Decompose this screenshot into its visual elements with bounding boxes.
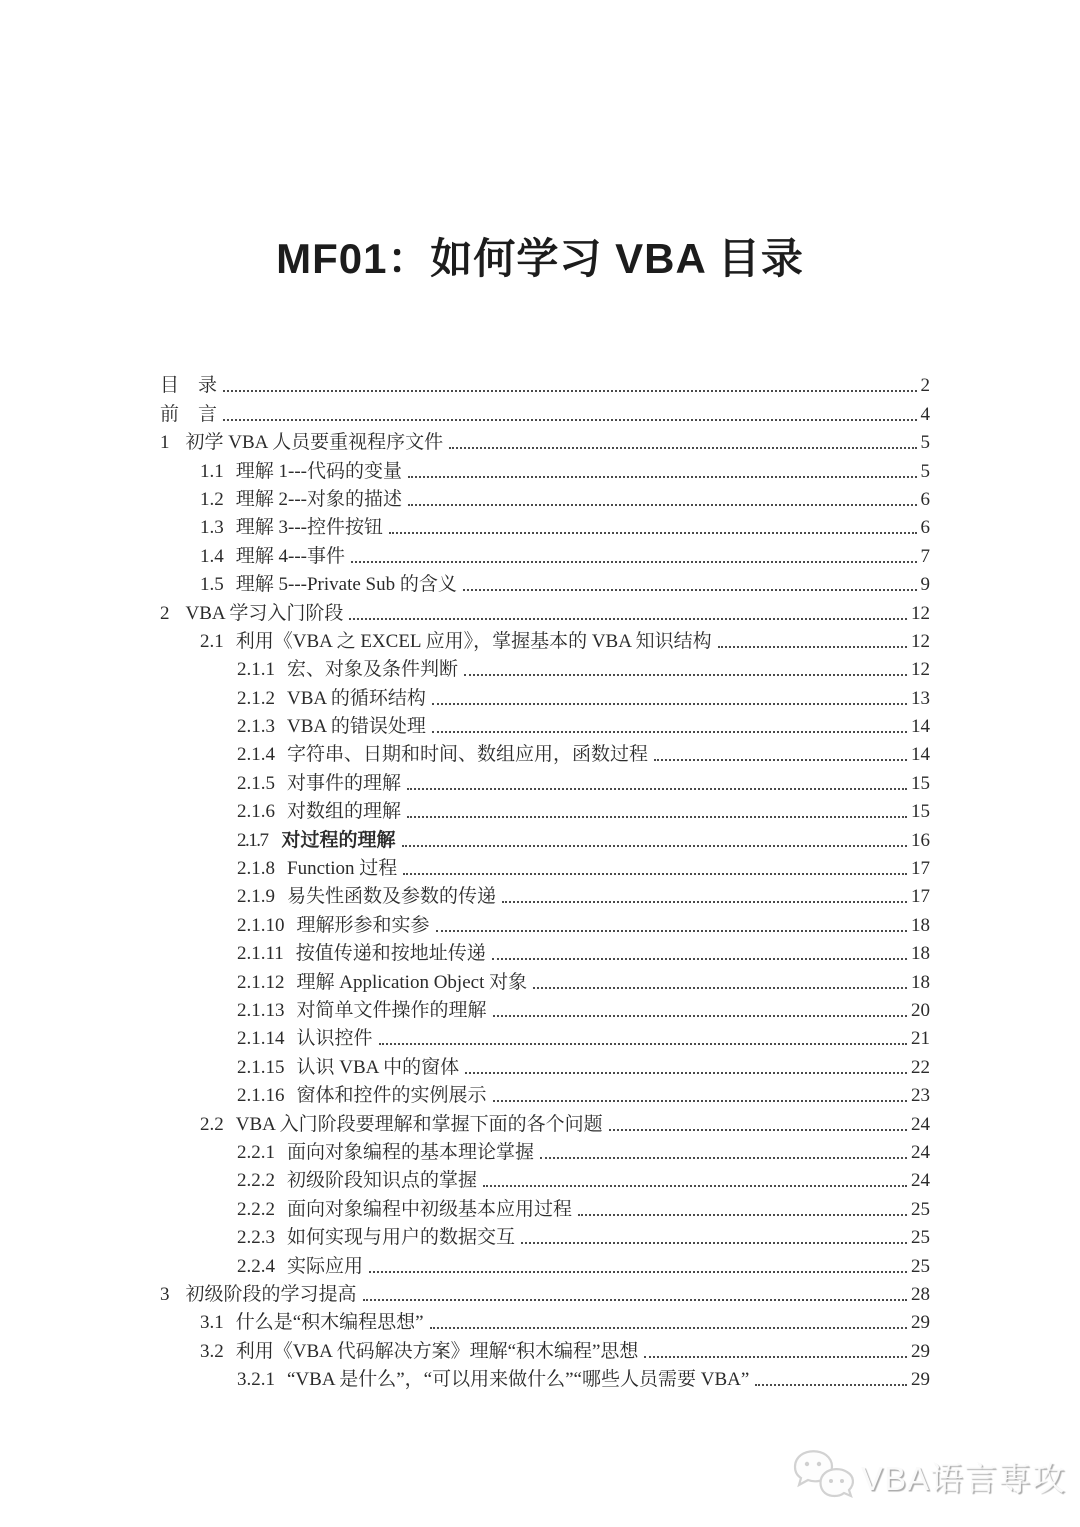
toc-entry-title: VBA 入门阶段要理解和掌握下面的各个问题 <box>235 1113 603 1135</box>
toc-entry <box>160 1081 930 1109</box>
toc-entry-number: 2.2.4 <box>237 1255 275 1277</box>
toc-entry-page: 6 <box>920 517 930 539</box>
toc-entry-number: 2.1.7 <box>237 829 268 851</box>
toc-entry-title: 认识 VBA 中的窗体 <box>296 1056 460 1078</box>
dot-leader <box>493 1100 907 1102</box>
dot-leader <box>755 1384 907 1386</box>
toc-entry-title: 利用《VBA 之 EXCEL 应用》，掌握基本的 VBA 知识结构 <box>235 630 712 652</box>
toc-entry-title: 理解 5---Private Sub 的含义 <box>235 574 457 596</box>
dot-leader <box>465 1072 907 1074</box>
dot-leader <box>351 561 917 563</box>
toc-entry <box>160 598 930 626</box>
toc-entry <box>160 513 930 541</box>
toc-entry-page: 13 <box>911 687 930 709</box>
dot-leader <box>430 1327 907 1329</box>
toc-entry <box>160 854 930 882</box>
toc-entry-number: 1.2 <box>200 488 224 510</box>
dot-leader <box>502 901 907 903</box>
toc-entry-page: 28 <box>911 1283 930 1305</box>
toc-entry-number: 2.1.1 <box>237 659 275 681</box>
toc-entry-number: 2.2.2 <box>237 1170 275 1192</box>
toc-entry-page: 25 <box>911 1198 930 1220</box>
toc-entry <box>160 1251 930 1279</box>
toc-entry-number: 2.1.10 <box>237 914 285 936</box>
toc-entry-page: 4 <box>920 403 930 425</box>
page-title: MF01：如何学习 VBA 目录 <box>276 235 804 282</box>
toc-entry-page: 9 <box>920 574 930 596</box>
toc-entry <box>160 1308 930 1336</box>
toc-entry <box>160 371 930 399</box>
toc-entry-page: 29 <box>911 1340 930 1362</box>
toc-entry-number: 3.2.1 <box>237 1369 275 1391</box>
toc-entry-page: 12 <box>911 659 930 681</box>
toc-entry-title: 初级阶段的学习提高 <box>185 1283 357 1305</box>
dot-leader <box>578 1214 907 1216</box>
toc-entry-page: 20 <box>911 999 930 1021</box>
toc-entry-page: 5 <box>920 432 930 454</box>
dot-leader <box>432 703 907 705</box>
toc-entry <box>160 882 930 910</box>
toc-entry-title: 理解 3---控件按钮 <box>235 517 383 539</box>
dot-leader <box>407 788 907 790</box>
dot-leader <box>432 731 907 733</box>
dot-leader <box>369 1271 907 1273</box>
toc-entry-page: 17 <box>911 858 930 880</box>
toc-entry <box>160 1336 930 1364</box>
toc-entry <box>160 910 930 938</box>
toc-entry-title: 理解形参和实参 <box>296 914 430 936</box>
toc-entry-number: 1.5 <box>200 574 224 596</box>
dot-leader <box>363 1299 907 1301</box>
toc-entry-title: 初级阶段知识点的掌握 <box>287 1170 478 1192</box>
toc-entry-number: 1.1 <box>200 460 224 482</box>
toc-entry <box>160 825 930 853</box>
toc-entry-number: 3.1 <box>200 1312 224 1334</box>
toc-entry-page: 24 <box>911 1170 930 1192</box>
toc-entry-title: 理解 2---对象的描述 <box>235 488 402 510</box>
toc-entry-page: 14 <box>911 716 930 738</box>
toc-entry-page: 21 <box>911 1028 930 1050</box>
toc-entry-page: 15 <box>911 801 930 823</box>
dot-leader <box>349 618 907 620</box>
toc-entry <box>160 797 930 825</box>
dot-leader <box>407 816 907 818</box>
toc-entry-title: 对事件的理解 <box>287 772 402 794</box>
dot-leader <box>223 390 916 392</box>
toc-entry-number: 2.1.4 <box>237 744 275 766</box>
toc-entry-page: 18 <box>911 943 930 965</box>
toc-entry-number: 2.1.13 <box>237 999 285 1021</box>
toc-entry <box>160 1109 930 1137</box>
toc-entry-number: 2.1.6 <box>237 801 275 823</box>
dot-leader <box>464 674 907 676</box>
dot-leader <box>223 419 916 421</box>
toc-entry-number: 2.1.8 <box>237 858 275 880</box>
toc-entry-title: 利用《VBA 代码解决方案》理解“积木编程”思想 <box>235 1340 639 1362</box>
toc-entry-title: 对过程的理解 <box>281 829 396 851</box>
dot-leader <box>379 1043 907 1045</box>
toc-entry-title: 目 录 <box>160 375 218 397</box>
toc-entry-number: 2.1.2 <box>237 687 275 709</box>
toc-entry-number: 2.1.15 <box>237 1056 285 1078</box>
toc-entry-title: VBA 学习入门阶段 <box>185 602 344 624</box>
dot-leader <box>483 1185 907 1187</box>
dot-leader <box>654 759 907 761</box>
toc-entry-page: 24 <box>911 1113 930 1135</box>
toc-entry-page: 5 <box>920 460 930 482</box>
toc-entry <box>160 712 930 740</box>
toc-entry <box>160 1138 930 1166</box>
toc-entry-number: 1.4 <box>200 545 224 567</box>
toc-entry-number: 2.2 <box>200 1113 224 1135</box>
toc-entry <box>160 1194 930 1222</box>
toc-entry-page: 17 <box>911 886 930 908</box>
toc-entry-title: 理解 1---代码的变量 <box>235 460 402 482</box>
toc-entry-page: 22 <box>911 1056 930 1078</box>
toc-entry-page: 24 <box>911 1141 930 1163</box>
toc-entry <box>160 485 930 513</box>
toc-entry-title: 对数组的理解 <box>287 801 402 823</box>
dot-leader <box>389 532 917 534</box>
toc-entry-number: 2.2.3 <box>237 1227 275 1249</box>
dot-leader <box>408 504 917 506</box>
dot-leader <box>492 958 907 960</box>
toc-entry-number: 2.2.2 <box>237 1198 275 1220</box>
dot-leader <box>521 1242 907 1244</box>
watermark <box>791 1449 1066 1503</box>
dot-leader <box>436 930 907 932</box>
toc-entry-title: 实际应用 <box>287 1255 364 1277</box>
toc-entry-number: 1.3 <box>200 517 224 539</box>
toc-entry <box>160 399 930 427</box>
toc-entry <box>160 768 930 796</box>
dot-leader <box>644 1356 907 1358</box>
toc-entry-page: 29 <box>911 1369 930 1391</box>
toc-entry-title: “VBA 是什么”，“可以用来做什么”“哪些人员需要 VBA” <box>287 1369 750 1391</box>
toc-entry-title: 易失性函数及参数的传递 <box>287 886 497 908</box>
toc-entry-page: 25 <box>911 1227 930 1249</box>
toc-entry-number: 2.1.12 <box>237 971 285 993</box>
toc-entry-title: Function 过程 <box>287 858 398 880</box>
toc-entry-number: 2.1.11 <box>237 943 284 965</box>
dot-leader <box>402 845 907 847</box>
toc-entry <box>160 570 930 598</box>
toc-entry-number: 3.2 <box>200 1340 224 1362</box>
toc-entry-page: 7 <box>920 545 930 567</box>
toc-entry <box>160 1166 930 1194</box>
toc-entry <box>160 428 930 456</box>
toc-entry-title: 对简单文件操作的理解 <box>296 999 487 1021</box>
toc-entry-page: 2 <box>920 375 930 397</box>
toc-entry-page: 18 <box>911 914 930 936</box>
toc-entry-page: 16 <box>911 829 930 851</box>
dot-leader <box>463 589 917 591</box>
toc-entry-title: 窗体和控件的实例展示 <box>296 1085 487 1107</box>
dot-leader <box>449 447 916 449</box>
toc-entry-page: 29 <box>911 1312 930 1334</box>
toc-entry-title: 理解 4---事件 <box>235 545 345 567</box>
watermark-label: VBA语言専攻 <box>860 1459 1066 1497</box>
toc-entry-page: 18 <box>911 971 930 993</box>
toc-entry <box>160 655 930 683</box>
toc-entry-title: 字符串、日期和时间、数组应用，函数过程 <box>287 744 649 766</box>
toc-entry <box>160 1052 930 1080</box>
toc-entry <box>160 1365 930 1393</box>
toc-entry-title: 初学 VBA 人员要重视程序文件 <box>185 432 444 454</box>
dot-leader <box>408 476 917 478</box>
toc-entry-number: 2.1.5 <box>237 772 275 794</box>
toc-entry-title: VBA 的循环结构 <box>287 687 426 709</box>
toc-entry-number: 2.1.16 <box>237 1085 285 1107</box>
dot-leader <box>493 1015 907 1017</box>
table-of-contents <box>160 371 930 1393</box>
toc-entry-title: 什么是“积木编程思想” <box>235 1312 424 1334</box>
toc-entry <box>160 1223 930 1251</box>
toc-entry-title: 认识控件 <box>296 1028 373 1050</box>
toc-entry-page: 6 <box>920 488 930 510</box>
toc-entry-title: VBA 的错误处理 <box>287 716 426 738</box>
toc-entry <box>160 1280 930 1308</box>
toc-entry-number: 2.1.14 <box>237 1028 285 1050</box>
dot-leader <box>540 1157 907 1159</box>
toc-entry-number: 3 <box>160 1283 170 1305</box>
toc-entry-title: 按值传递和按地址传递 <box>295 943 486 965</box>
toc-entry-page: 23 <box>911 1085 930 1107</box>
toc-entry-title: 前 言 <box>160 403 218 425</box>
wechat-icon <box>791 1449 855 1503</box>
toc-entry <box>160 740 930 768</box>
toc-entry-number: 1 <box>160 432 170 454</box>
toc-entry-page: 25 <box>911 1255 930 1277</box>
dot-leader <box>403 873 907 875</box>
toc-entry-title: 面向对象编程的基本理论掌握 <box>287 1141 535 1163</box>
toc-entry <box>160 627 930 655</box>
toc-entry <box>160 541 930 569</box>
toc-entry <box>160 456 930 484</box>
toc-entry-number: 2.1.9 <box>237 886 275 908</box>
toc-entry-number: 2.2.1 <box>237 1141 275 1163</box>
dot-leader <box>533 987 907 989</box>
toc-entry <box>160 1024 930 1052</box>
toc-entry-title: 面向对象编程中初级基本应用过程 <box>287 1198 573 1220</box>
toc-entry-title: 理解 Application Object 对象 <box>296 971 528 993</box>
toc-entry-number: 2.1 <box>200 630 224 652</box>
toc-entry <box>160 996 930 1024</box>
toc-entry-number: 2.1.3 <box>237 716 275 738</box>
toc-entry-title: 宏、对象及条件判断 <box>287 659 459 681</box>
dot-leader <box>609 1129 907 1131</box>
toc-entry-title: 如何实现与用户的数据交互 <box>287 1227 516 1249</box>
dot-leader <box>718 646 907 648</box>
toc-entry <box>160 683 930 711</box>
toc-entry-page: 14 <box>911 744 930 766</box>
toc-entry <box>160 967 930 995</box>
toc-entry-number: 2 <box>160 602 170 624</box>
toc-entry-page: 15 <box>911 772 930 794</box>
toc-entry-page: 12 <box>911 630 930 652</box>
toc-entry <box>160 939 930 967</box>
toc-entry-page: 12 <box>911 602 930 624</box>
